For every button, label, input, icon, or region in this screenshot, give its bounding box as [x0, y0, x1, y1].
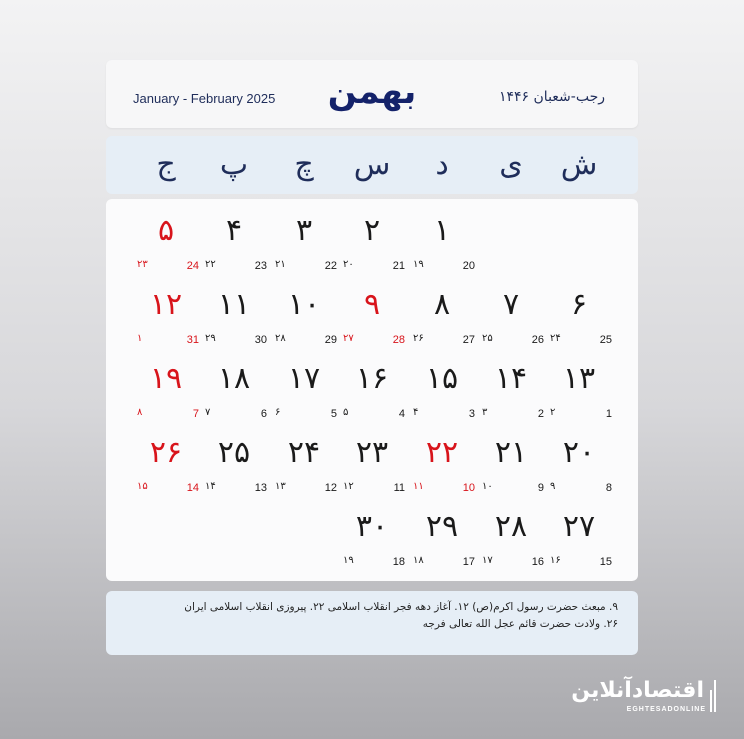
hijri-day-number: ۱۲ [343, 481, 354, 492]
day-cell [199, 281, 269, 346]
day-cell [337, 207, 407, 272]
gregorian-month-range: January - February 2025 [133, 91, 276, 106]
hijri-day-number: ۱۳ [275, 481, 286, 492]
persian-day-number: ۱۶ [355, 361, 389, 396]
hijri-day-number: ۲۰ [343, 259, 354, 270]
day-cell [476, 281, 546, 346]
day-cell [407, 281, 477, 346]
calendar-header [106, 60, 638, 128]
gregorian-day-number: 27 [462, 334, 475, 346]
gregorian-day-number: 7 [192, 408, 199, 420]
weekday-thursday: پ [219, 147, 249, 182]
persian-day-number: ۲۷ [562, 509, 596, 544]
hijri-day-number: ۹ [550, 481, 556, 492]
gregorian-day-number: 15 [599, 556, 612, 568]
gregorian-day-number: 1 [605, 408, 612, 420]
weekday-friday: ج [156, 147, 176, 182]
persian-day-number: ۷ [502, 287, 520, 322]
weekday-header-row [106, 136, 638, 194]
gregorian-day-number: 30 [254, 334, 267, 346]
eghtesadonline-logo [571, 678, 718, 718]
persian-day-number: ۶ [570, 287, 588, 322]
logo-bars-icon [708, 680, 716, 712]
hijri-day-number: ۱۵ [137, 481, 148, 492]
day-cell [407, 355, 477, 420]
day-cell [199, 429, 269, 494]
gregorian-day-number: 2 [537, 408, 544, 420]
day-cell [199, 207, 269, 272]
persian-day-number: ۲۳ [355, 435, 389, 470]
day-cell [131, 355, 201, 420]
persian-day-number: ۳ [295, 213, 313, 248]
gregorian-day-number: 26 [531, 334, 544, 346]
day-cell [337, 429, 407, 494]
hijri-day-number: ۲۵ [482, 333, 493, 344]
persian-day-number: ۱۷ [287, 361, 321, 396]
weekday-sunday: ی [499, 147, 523, 182]
day-cell [269, 429, 339, 494]
day-cell [544, 429, 614, 494]
gregorian-day-number: 13 [254, 482, 267, 494]
persian-day-number: ۲۹ [425, 509, 459, 544]
gregorian-day-number: 25 [599, 334, 612, 346]
day-cell [337, 355, 407, 420]
hijri-day-number: ۲۳ [137, 259, 148, 270]
gregorian-day-number: 12 [324, 482, 337, 494]
gregorian-day-number: 14 [186, 482, 199, 494]
gregorian-day-number: 21 [392, 260, 405, 272]
hijri-day-number: ۱۹ [343, 555, 354, 566]
gregorian-day-number: 4 [398, 408, 405, 420]
day-cell [131, 429, 201, 494]
persian-day-number: ۳۰ [355, 509, 389, 544]
hijri-month-range: رجب-شعبان ۱۴۴۶ [499, 89, 605, 105]
persian-day-number: ۲۵ [217, 435, 251, 470]
persian-day-number: ۲۸ [494, 509, 528, 544]
gregorian-day-number: 10 [462, 482, 475, 494]
persian-day-number: ۲ [363, 213, 381, 248]
hijri-day-number: ۱۴ [205, 481, 216, 492]
persian-day-number: ۲۲ [425, 435, 459, 470]
hijri-day-number: ۷ [205, 407, 211, 418]
hijri-day-number: ۱۰ [482, 481, 493, 492]
weekday-monday: د [435, 147, 449, 182]
persian-day-number: ۲۰ [562, 435, 596, 470]
persian-month-title: بهمن [327, 72, 417, 112]
day-cell [131, 207, 201, 272]
day-cell [476, 355, 546, 420]
hijri-day-number: ۱۷ [482, 555, 493, 566]
gregorian-day-number: 31 [186, 334, 199, 346]
hijri-day-number: ۴ [413, 407, 419, 418]
day-cell [337, 281, 407, 346]
hijri-day-number: ۲۴ [550, 333, 561, 344]
hijri-day-number: ۸ [137, 407, 143, 418]
event-line: ۲۶. ولادت حضرت قائم عجل الله تعالی فرجه [422, 618, 618, 630]
hijri-day-number: ۱۱ [413, 481, 424, 492]
gregorian-day-number: 11 [393, 482, 405, 494]
calendar-day-grid [106, 199, 638, 581]
logo-text-en: EGHTESADONLINE [626, 706, 706, 713]
day-cell [337, 503, 407, 568]
events-panel [106, 591, 638, 655]
gregorian-day-number: 24 [186, 260, 199, 272]
persian-day-number: ۱۵ [425, 361, 459, 396]
persian-day-number: ۲۱ [494, 435, 528, 470]
gregorian-day-number: 3 [468, 408, 475, 420]
day-cell [544, 355, 614, 420]
hijri-day-number: ۶ [275, 407, 281, 418]
weekday-wednesday: چ [294, 147, 314, 182]
gregorian-day-number: 8 [605, 482, 612, 494]
persian-day-number: ۱۸ [217, 361, 251, 396]
persian-day-number: ۱۱ [217, 287, 251, 322]
event-line: ۹. مبعث حضرت رسول اکرم(ص) ۱۲. آغاز دهه فجر انقلاب اسلامی ۲۲. پیروزی انقلاب اسلامی ایران [184, 601, 618, 613]
gregorian-day-number: 22 [324, 260, 337, 272]
gregorian-day-number: 29 [324, 334, 337, 346]
persian-day-number: ۹ [363, 287, 381, 322]
day-cell [544, 281, 614, 346]
hijri-day-number: ۱۹ [413, 259, 424, 270]
gregorian-day-number: 23 [254, 260, 267, 272]
persian-day-number: ۲۶ [149, 435, 183, 470]
day-cell [407, 429, 477, 494]
day-cell [199, 355, 269, 420]
hijri-day-number: ۲۷ [343, 333, 354, 344]
persian-day-number: ۱ [433, 213, 451, 248]
hijri-day-number: ۲۹ [205, 333, 216, 344]
hijri-day-number: ۱۶ [550, 555, 561, 566]
persian-day-number: ۱۲ [149, 287, 183, 322]
gregorian-day-number: 20 [462, 260, 475, 272]
hijri-day-number: ۲۶ [413, 333, 424, 344]
weekday-tuesday: س [353, 147, 391, 182]
hijri-day-number: ۱ [137, 333, 143, 344]
day-cell [269, 281, 339, 346]
hijri-day-number: ۲۱ [275, 259, 286, 270]
gregorian-day-number: 28 [392, 334, 405, 346]
persian-day-number: ۸ [433, 287, 451, 322]
persian-day-number: ۱۰ [287, 287, 321, 322]
day-cell [544, 503, 614, 568]
gregorian-day-number: 17 [462, 556, 475, 568]
day-cell [407, 503, 477, 568]
gregorian-day-number: 16 [531, 556, 544, 568]
persian-day-number: ۴ [225, 213, 243, 248]
day-cell [407, 207, 477, 272]
gregorian-day-number: 6 [260, 408, 267, 420]
day-cell [269, 207, 339, 272]
hijri-day-number: ۲ [550, 407, 556, 418]
persian-day-number: ۱۹ [149, 361, 183, 396]
persian-day-number: ۵ [157, 213, 175, 248]
hijri-day-number: ۲۲ [205, 259, 216, 270]
gregorian-day-number: 5 [330, 408, 337, 420]
hijri-day-number: ۵ [343, 407, 349, 418]
gregorian-day-number: 9 [537, 482, 544, 494]
persian-day-number: ۱۳ [562, 361, 596, 396]
day-cell [269, 355, 339, 420]
hijri-day-number: ۱۸ [413, 555, 424, 566]
day-cell [476, 429, 546, 494]
hijri-day-number: ۲۸ [275, 333, 286, 344]
day-cell [131, 281, 201, 346]
gregorian-day-number: 18 [392, 556, 405, 568]
weekday-saturday: ش [560, 147, 598, 182]
day-cell [476, 503, 546, 568]
persian-day-number: ۲۴ [287, 435, 321, 470]
hijri-day-number: ۳ [482, 407, 488, 418]
persian-day-number: ۱۴ [494, 361, 528, 396]
logo-text-fa: اقتصادآنلاین [571, 678, 704, 703]
